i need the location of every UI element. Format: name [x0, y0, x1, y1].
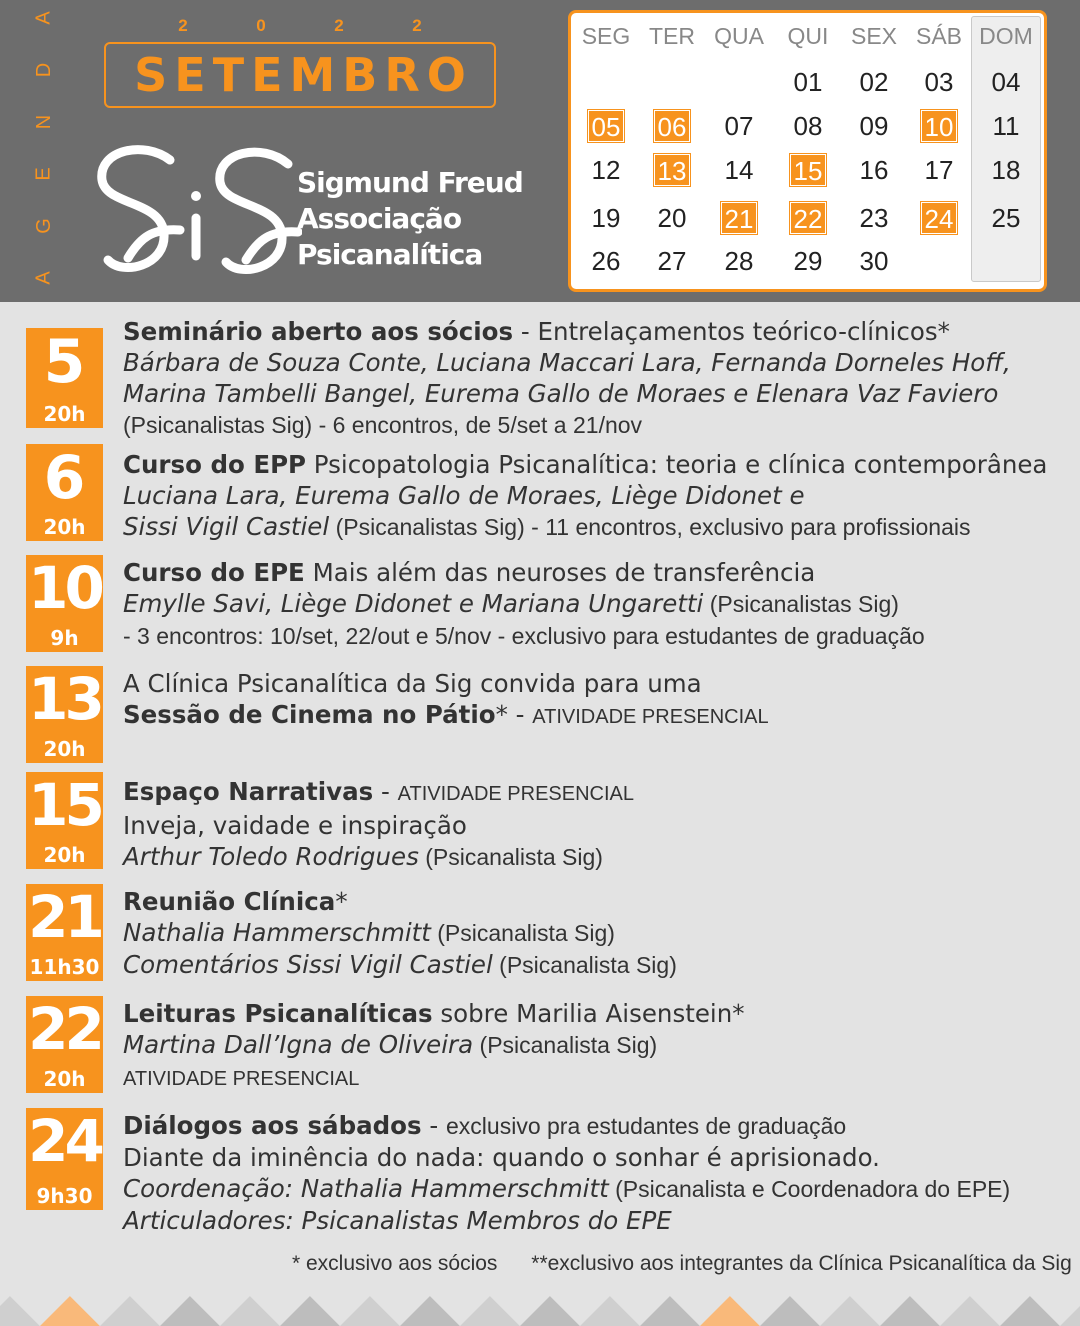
- event-line: [123, 1173, 1064, 1205]
- weekday-header: SEX: [850, 23, 898, 49]
- event-line: [123, 841, 1064, 873]
- event-day: 5: [43, 327, 86, 397]
- event-day: 6: [43, 443, 86, 513]
- event-day: 10: [28, 554, 101, 622]
- event-line: [123, 668, 1064, 699]
- header-banner: [0, 0, 1080, 302]
- event-text: (Psicanalista Sig): [473, 1032, 658, 1058]
- calendar-day: 22: [790, 202, 826, 234]
- event-text: Nathalia Hammerschmitt: [123, 918, 431, 947]
- event-text: Mais além das neuroses de transferência: [304, 558, 816, 587]
- weekday-header: QUI: [787, 23, 829, 49]
- event-text: (Psicanalista Sig): [418, 844, 603, 870]
- calendar-day: 01: [793, 67, 823, 97]
- agenda-letter: N: [32, 114, 55, 130]
- event-details: [123, 998, 1064, 1095]
- calendar-day: 29: [793, 246, 823, 276]
- agenda-vertical-label: [30, 8, 58, 288]
- event-text: Coordenação: Nathalia Hammerschmitt: [123, 1174, 609, 1203]
- event-text: Luciana Lara, Eurema Gallo de Moraes, Liège Didonet e: [123, 481, 805, 510]
- event-day: 13: [28, 665, 101, 733]
- event-line: [123, 776, 1064, 810]
- agenda-letter: G: [33, 218, 55, 234]
- event-text: Diálogos aos sábados: [123, 1111, 422, 1140]
- event-text: Emylle Savi, Liège Didonet e Mariana Ungaretti: [123, 589, 704, 618]
- event-date-badge: [26, 1108, 103, 1210]
- calendar-day: 05: [588, 110, 624, 142]
- weekday-header: SEG: [581, 23, 631, 49]
- month-calendar: [568, 10, 1047, 292]
- decorative-triangles: [0, 1292, 1080, 1326]
- event-day: 15: [28, 771, 101, 839]
- event-line: [123, 557, 1064, 588]
- event-line: [123, 449, 1064, 480]
- event-line: [123, 409, 1064, 441]
- event-time: 9h30: [36, 1184, 93, 1208]
- event-line: [123, 511, 1064, 543]
- calendar-day: 17: [924, 155, 954, 185]
- calendar-day: 24: [921, 202, 957, 234]
- org-name: [297, 165, 523, 273]
- event-details: [123, 886, 1064, 981]
- event-line: [123, 1061, 1064, 1095]
- event-text: Curso do EPE: [123, 558, 305, 587]
- event-text: Espaço Narrativas: [123, 777, 374, 806]
- calendar-day: 06: [654, 110, 690, 142]
- agenda-letter: A: [33, 11, 55, 25]
- calendar-day: 28: [724, 246, 754, 276]
- year: [104, 16, 496, 36]
- org-line: Psicanalítica: [297, 238, 483, 271]
- event-text: Arthur Toledo Rodrigues: [123, 842, 419, 871]
- event-details: [123, 316, 1064, 441]
- event-time: 20h: [43, 402, 86, 426]
- event-details: [123, 1110, 1064, 1236]
- event-text: Psicopatologia Psicanalítica: teoria e clínica contemporânea: [306, 450, 1048, 479]
- event-text: *: [335, 887, 348, 916]
- agenda-letter: E: [33, 167, 55, 181]
- event-text: Diante da iminência do nada: quando o sonhar é aprisionado.: [123, 1143, 880, 1172]
- weekday-header: SÁB: [915, 23, 963, 49]
- event-line: [123, 480, 1064, 511]
- event-text: - 3 encontros: 10/set, 22/out e 5/nov - exclusivo para estudantes de graduação: [123, 623, 925, 649]
- event-text: exclusivo pra estudantes de graduação: [446, 1113, 847, 1139]
- weekday-header: QUA: [714, 23, 764, 49]
- event-text: Sissi Vigil Castiel: [123, 512, 330, 541]
- event-text: (Psicanalista e Coordenadora do EPE): [608, 1176, 1011, 1202]
- event-text: Leituras Psicanalíticas: [123, 999, 433, 1028]
- event-date-badge: [26, 772, 103, 869]
- event-details: [123, 449, 1064, 543]
- event-time: 20h: [43, 843, 86, 867]
- footnote: **exclusivo aos integrantes da Clínica Psicanalítica da Sig: [531, 1252, 1072, 1275]
- event-details: [123, 776, 1064, 873]
- calendar-day: 14: [724, 155, 754, 185]
- event-day: 21: [28, 883, 101, 951]
- calendar-day: 04: [991, 67, 1021, 97]
- event-line: [123, 998, 1064, 1029]
- event-text: -: [421, 1111, 447, 1140]
- event-text: Bárbara de Souza Conte, Luciana Maccari Lara, Fernanda Dorneles Hoff,: [123, 348, 1011, 377]
- calendar-day: 10: [921, 110, 957, 142]
- event-text: Inveja, vaidade e inspiração: [123, 811, 467, 840]
- calendar-day: 27: [657, 246, 687, 276]
- calendar-day: 26: [591, 246, 621, 276]
- org-line: Associação: [297, 202, 462, 235]
- calendar-day: 19: [591, 203, 621, 233]
- event-details: [123, 668, 1064, 733]
- month-title: SETEMBRO: [134, 48, 473, 102]
- event-day: 22: [28, 995, 101, 1063]
- event-text: (Psicanalista Sig): [492, 952, 677, 978]
- event-date-badge: [26, 555, 103, 652]
- event-line: [123, 378, 1064, 409]
- calendar-day: 08: [793, 111, 823, 141]
- event-date-badge: [26, 328, 103, 428]
- event-text: Reunião Clínica: [123, 887, 336, 916]
- event-text: (Psicanalistas Sig) - 11 encontros, exclusivo para profissionais: [329, 514, 971, 540]
- event-text: Articuladores: Psicanalistas Membros do EPE: [123, 1206, 672, 1235]
- event-text: (Psicanalistas Sig) - 6 encontros, de 5/set a 21/nov: [123, 412, 643, 438]
- calendar-day: 03: [924, 67, 954, 97]
- event-line: [123, 699, 1064, 733]
- event-line: [123, 886, 1064, 917]
- calendar-day: 15: [790, 154, 826, 186]
- event-text: (Psicanalista Sig): [430, 920, 615, 946]
- event-time: 20h: [43, 1067, 86, 1091]
- event-text: A Clínica Psicanalítica da Sig convida para uma: [123, 669, 702, 698]
- event-text: Seminário aberto aos sócios: [123, 317, 514, 346]
- calendar-day: 13: [654, 154, 690, 186]
- event-text: Marina Tambelli Bangel, Eurema Gallo de Moraes e Elenara Vaz Faviero: [123, 379, 999, 408]
- calendar-day: 16: [859, 155, 889, 185]
- event-text: * -: [495, 700, 533, 729]
- event-time: 20h: [43, 737, 86, 761]
- calendar-day: 25: [991, 203, 1021, 233]
- calendar-day: 30: [859, 246, 889, 276]
- year-digit: 2: [178, 16, 188, 35]
- event-text: Comentários Sissi Vigil Castiel: [123, 950, 493, 979]
- event-text: - Entrelaçamentos teórico-clínicos*: [513, 317, 950, 346]
- year-digit: 2: [412, 16, 422, 35]
- year-digit: 0: [256, 16, 266, 35]
- agenda-letter: A: [33, 271, 55, 285]
- calendar-day: 23: [859, 203, 889, 233]
- weekday-header: TER: [649, 23, 695, 49]
- event-text: Curso do EPP: [123, 450, 306, 479]
- calendar-day: 09: [859, 111, 889, 141]
- calendar-day: 11: [992, 111, 1020, 141]
- event-time: 11h30: [29, 955, 100, 979]
- month-title-box: [104, 42, 496, 108]
- weekday-header: DOM: [979, 23, 1033, 49]
- event-line: [123, 810, 1064, 841]
- footnotes: [292, 1252, 1080, 1276]
- event-line: [123, 1029, 1064, 1061]
- calendar-day: 02: [859, 67, 889, 97]
- event-text: Sessão de Cinema no Pátio: [123, 700, 496, 729]
- event-date-badge: [26, 996, 103, 1093]
- event-text: Martina Dall’Igna de Oliveira: [123, 1030, 474, 1059]
- event-details: [123, 557, 1064, 652]
- agenda-letter: D: [32, 62, 55, 78]
- event-date-badge: [26, 884, 103, 981]
- event-line: [123, 347, 1064, 378]
- event-text: sobre Marilia Aisenstein*: [432, 999, 745, 1028]
- sig-logo: [92, 138, 302, 283]
- event-date-badge: [26, 666, 103, 763]
- event-line: [123, 588, 1064, 620]
- event-day: 24: [28, 1107, 101, 1175]
- event-line: [123, 316, 1064, 347]
- calendar-day: 21: [721, 202, 757, 234]
- event-time: 9h: [50, 626, 79, 650]
- event-line: [123, 1142, 1064, 1173]
- year-digit: 2: [334, 16, 344, 35]
- footnote: * exclusivo aos sócios: [292, 1252, 498, 1275]
- event-text: ATIVIDADE PRESENCIAL: [532, 706, 769, 728]
- event-line: [123, 949, 1064, 981]
- calendar-day: 07: [724, 111, 754, 141]
- calendar-day: 12: [591, 155, 621, 185]
- calendar-day: 18: [991, 155, 1021, 185]
- event-text: ATIVIDADE PRESENCIAL: [123, 1068, 360, 1090]
- event-date-badge: [26, 444, 103, 541]
- calendar-day: 20: [657, 203, 687, 233]
- event-time: 20h: [43, 515, 86, 539]
- event-text: -: [373, 777, 398, 806]
- event-line: [123, 1110, 1064, 1142]
- event-line: [123, 620, 1064, 652]
- event-text: (Psicanalistas Sig): [703, 591, 899, 617]
- event-line: [123, 917, 1064, 949]
- event-text: ATIVIDADE PRESENCIAL: [397, 783, 634, 805]
- org-line: Sigmund Freud: [297, 166, 523, 199]
- event-line: [123, 1205, 1064, 1236]
- sunday-column: [971, 16, 1041, 282]
